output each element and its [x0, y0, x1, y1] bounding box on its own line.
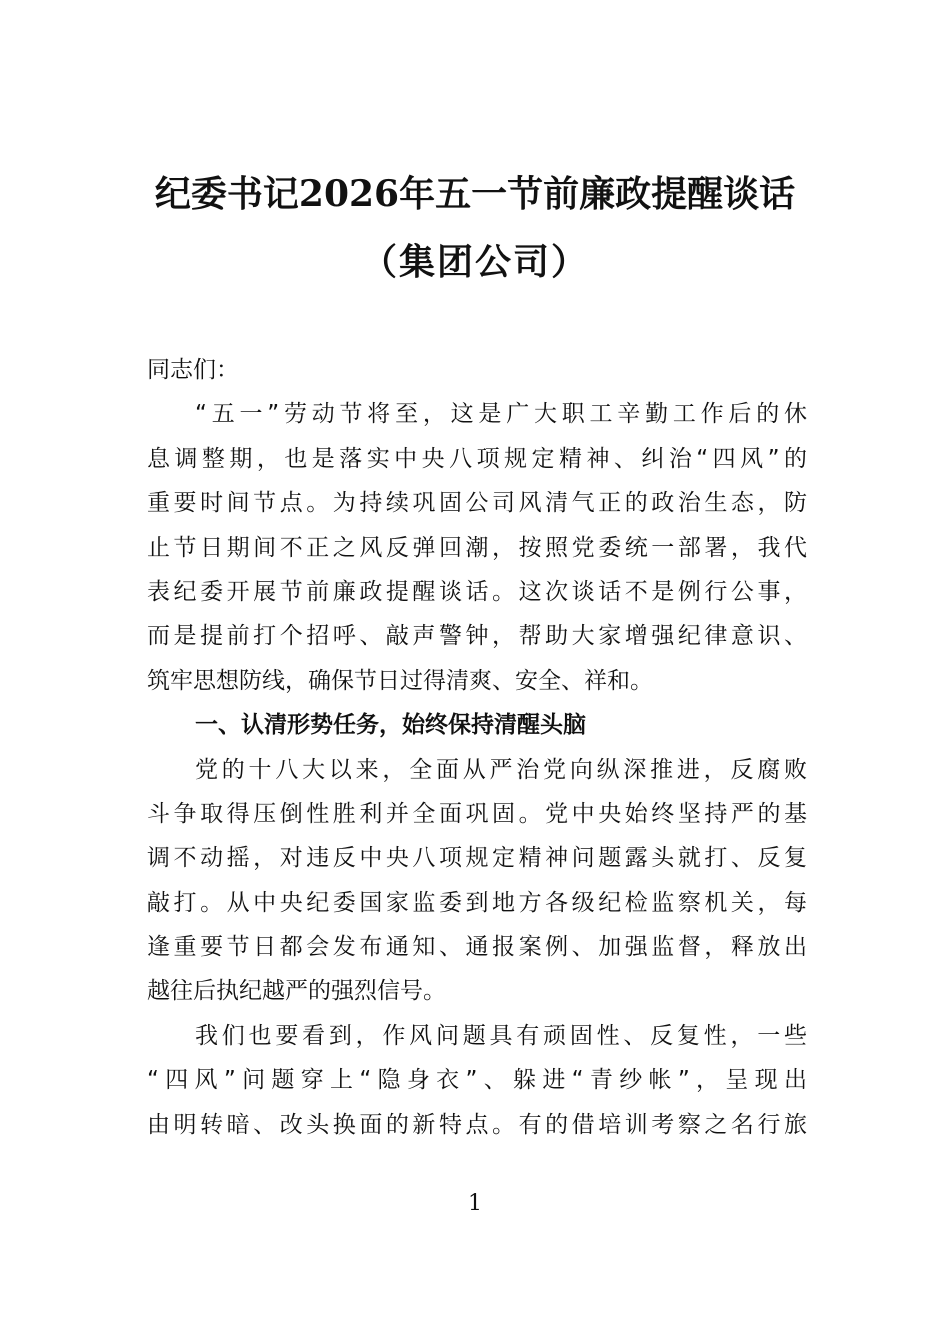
- paragraph-line: 止节日期间不正之风反弹回潮，按照党委统一部署，我代: [147, 534, 807, 561]
- salutation: 同志们：: [147, 357, 239, 383]
- paragraph-line: “四风”问题穿上“隐身衣”、躲进“青纱帐”，呈现出: [147, 1067, 807, 1094]
- paragraph-1: [147, 392, 807, 703]
- paragraph-line: 党的十八大以来，全面从严治党向纵深推进，反腐败: [195, 756, 807, 783]
- paragraph-line: 调不动摇，对违反中央八项规定精神问题露头就打、反复: [147, 845, 807, 872]
- paragraph-line: 重要时间节点。为持续巩固公司风清气正的政治生态，防: [147, 490, 807, 517]
- paragraph-line: 我们也要看到，作风问题具有顽固性、反复性，一些: [195, 1022, 807, 1049]
- paragraph-line: 逢重要节日都会发布通知、通报案例、加强监督，释放出: [147, 934, 807, 961]
- paragraph-line: 息调整期，也是落实中央八项规定精神、纠治“四风”的: [147, 445, 807, 472]
- paragraph-3: [147, 1014, 807, 1147]
- paragraph-line: 斗争取得压倒性胜利并全面巩固。党中央始终坚持严的基: [147, 800, 807, 827]
- document-subtitle: （集团公司）: [360, 241, 589, 283]
- page-number: 1: [468, 1191, 482, 1216]
- paragraph-line: 表纪委开展节前廉政提醒谈话。这次谈话不是例行公事，: [147, 578, 807, 605]
- paragraph-2: [147, 748, 807, 1014]
- paragraph-line: 敲打。从中央纪委国家监委到地方各级纪检监察机关，每: [147, 889, 807, 916]
- document-body: [147, 348, 807, 1147]
- paragraph-line: 越往后执纪越严的强烈信号。: [147, 978, 446, 1005]
- paragraph-line: 由明转暗、改头换面的新特点。有的借培训考察之名行旅: [147, 1111, 807, 1138]
- paragraph-line: 而是提前打个招呼、敲声警钟，帮助大家增强纪律意识、: [147, 623, 807, 650]
- section-heading-1: 一、认清形势任务，始终保持清醒头脑: [195, 712, 586, 739]
- paragraph-line: 筑牢思想防线，确保节日过得清爽、安全、祥和。: [147, 667, 653, 694]
- paragraph-line: “五一”劳动节将至，这是广大职工辛勤工作后的休: [195, 401, 807, 428]
- document-title: 纪委书记2026年五一节前廉政提醒谈话: [154, 173, 796, 215]
